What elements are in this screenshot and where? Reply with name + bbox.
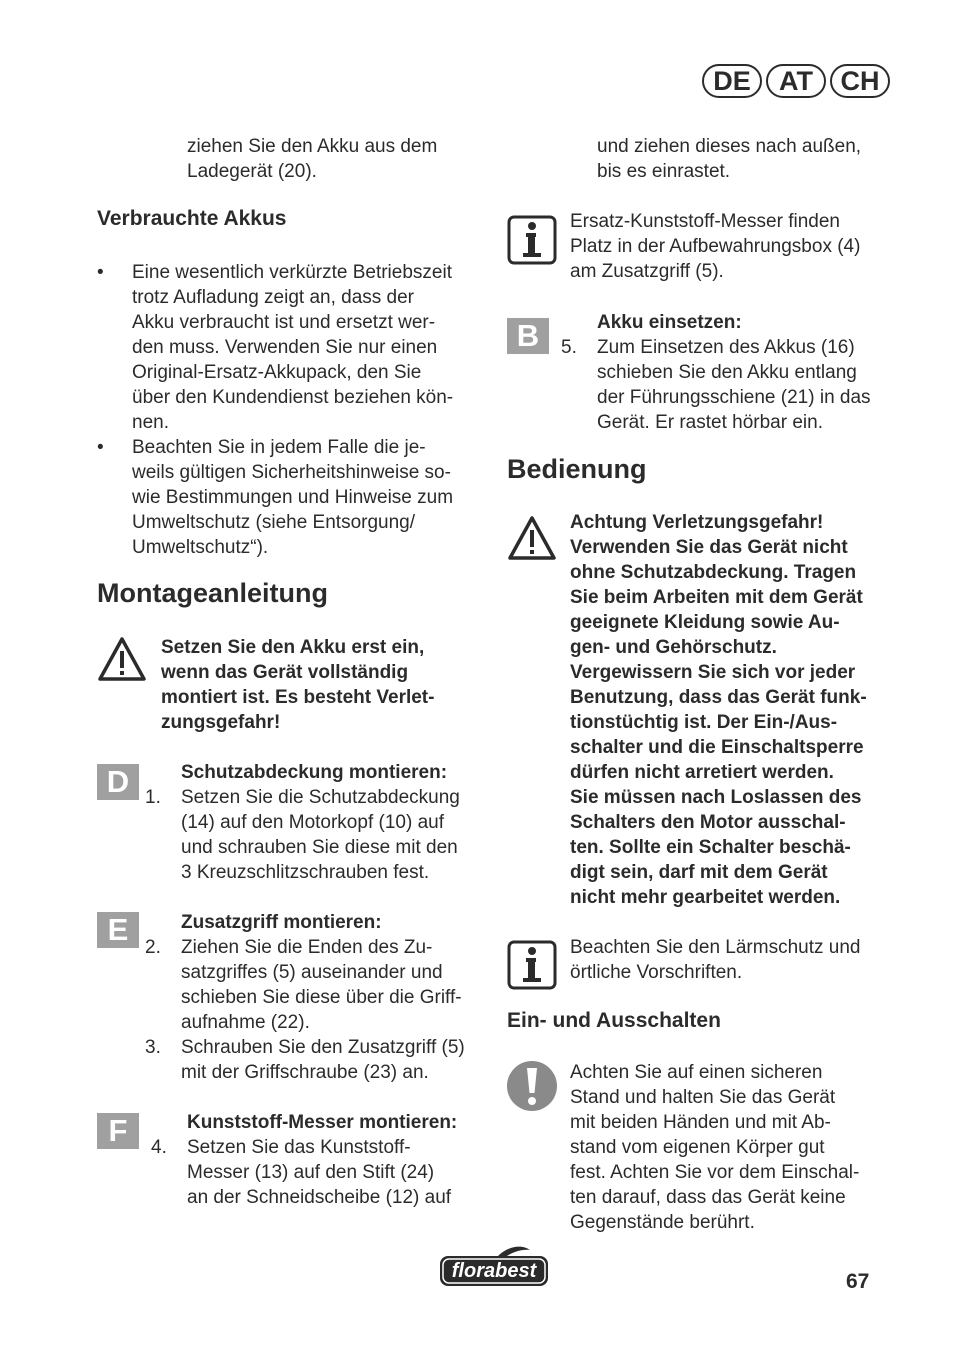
intro-text-right: und ziehen dieses nach außen, bis es einrastet. [597,136,862,182]
bullet-marker: • [97,437,104,458]
step-number: 3. [145,1037,161,1058]
step-number: 5. [561,337,577,358]
section-heading-montageanleitung: Montageanleitung [97,578,328,608]
info-icon [507,940,557,990]
figure-badge-f: F [97,1113,139,1149]
section-heading-verbrauchte-akkus: Verbrauchte Akkus [97,207,287,230]
step-title-akku-einsetzen: Akku einsetzen: [597,312,742,333]
info-text-ersatz-messer: Ersatz-Kunststoff-Messer finden Platz in der Aufbewahrungsbox (4) am Zusatzgriff (5). [570,211,861,282]
caution-text-ein-ausschalten: Achten Sie auf einen sicheren Stand und halten Sie das Gerät mit beiden Händen und mit Ab- stand vom eigenen Körper gut fest. Achten Sie vor dem Einschal- ten darauf, dass das Gerät keine Gegenstände berührt. [570,1062,860,1233]
step-item: 1. Setzen Sie die Schutzabdeckung (14) auf den Motorkopf (10) auf und schrauben Sie diese mit den 3 Kreuzschlitzschrauben fest. [145,787,460,883]
country-badge-at: AT [766,64,826,98]
step-title-kunststoff-messer: Kunststoff-Messer montieren: [187,1112,458,1133]
step-number: 1. [145,787,161,808]
info-icon [507,215,557,265]
figure-badge-e: E [97,912,139,948]
step-number: 4. [151,1137,167,1158]
florabest-logo [438,1244,550,1288]
caution-icon [506,1060,558,1112]
figure-badge-b: B [507,318,549,354]
step-item: 2. Ziehen Sie die Enden des Zu- satzgriffes (5) auseinander und schieben Sie diese über die Griff- aufnahme (22). [145,937,462,1033]
step-title-schutzabdeckung: Schutzabdeckung montieren: [181,762,448,783]
info-text-laermschutz: Beachten Sie den Lärmschutz und örtliche Vorschriften. [570,937,861,983]
bullet-list [97,260,487,560]
step-item: 4. Setzen Sie das Kunststoff- Messer (13) auf den Stift (24) an der Schneidscheibe (12) auf [151,1137,452,1208]
step-number: 2. [145,937,161,958]
bullet-item: • Eine wesentlich verkürzte Betriebszeit trotz Aufladung zeigt an, dass der Akku verbraucht ist und ersetzt wer- den muss. Verwenden Sie nur einen Original-Ersatz-Akkupack, den Sie über den Kundendienst beziehen kön- nen. [97,262,454,433]
bullet-item: • Beachten Sie in jedem Falle die je- weils gültigen Sicherheitshinweise so- wie Bestimmungen und Hinweise zum Umweltschutz (siehe Entsorgung/ Umweltschutz“). [97,437,454,558]
warning-text-montage: Setzen Sie den Akku erst ein, wenn das Gerät vollständig montiert ist. Es besteht Verlet- zungsgefahr! [161,637,435,733]
step-item: 3. Schrauben Sie den Zusatzgriff (5) mit der Griffschraube (23) an. [145,1037,465,1083]
bullet-marker: • [97,262,104,283]
page-number: 67 [846,1270,870,1293]
step-item: 5. Zum Einsetzen des Akkus (16) schieben Sie den Akku entlang der Führungsschiene (21) in das Gerät. Er rastet hörbar ein. [561,337,871,433]
country-badge-de: DE [702,64,762,98]
warning-triangle-icon [97,636,147,682]
section-heading-ein-ausschalten: Ein- und Ausschalten [507,1009,721,1032]
brand-name: florabest [451,1260,537,1282]
section-heading-bedienung: Bedienung [507,454,647,484]
warning-triangle-icon [507,515,557,561]
warning-text-bedienung: Achtung Verletzungsgefahr! Verwenden Sie das Gerät nicht ohne Schutzabdeckung. Tragen Sie beim Arbeiten mit dem Gerät geeignete Kleidung sowie Au- gen- und Gehörschutz. Vergewissern Sie sich vor jeder Benutzung, dass das Gerät funk- tionstüchtig ist. Der Ein-/Aus- schalter und die Einschaltsperre dürfen nicht arretiert werden. Sie müssen nach Loslassen des Schalters den Motor ausschal- ten. Sollte ein Schalter beschä- digt sein, darf mit dem Gerät nicht mehr gearbeitet werden. [570,512,867,908]
figure-badge-d: D [97,764,139,800]
country-badge-ch: CH [830,64,890,98]
intro-text: ziehen Sie den Akku aus dem Ladegerät (20). [187,136,438,182]
step-title-zusatzgriff: Zusatzgriff montieren: [181,912,382,933]
country-badges [698,64,890,98]
